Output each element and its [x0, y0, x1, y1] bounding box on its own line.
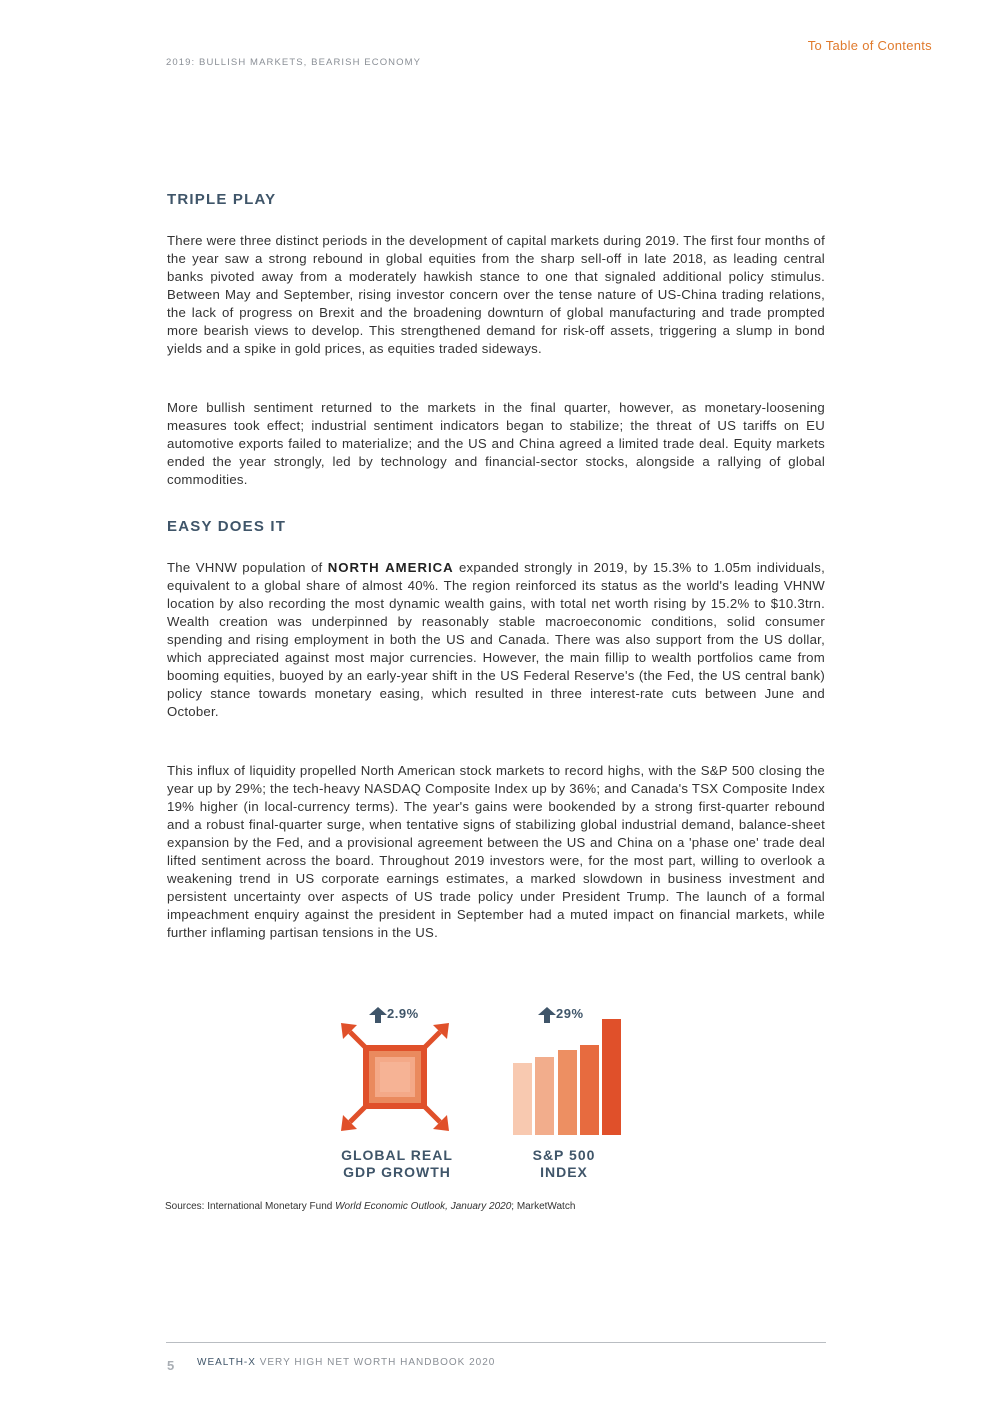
sources-text: ; MarketWatch [511, 1201, 576, 1212]
sp500-label [499, 1147, 629, 1181]
paragraph: More bullish sentiment returned to the markets in the final quarter, however, as monetary-loosening measures took effect; industrial sentiment indicators began to stabilize; the threat of US tariffs on EU automotive exports failed to materialize; and the US and China agreed a limited trade deal. Equity markets ended the year strongly, led by technology and financial-sector stocks, alongside a rallying of global commodities. [167, 400, 825, 487]
label-line: INDEX [540, 1164, 588, 1180]
sources-text: Sources: International Monetary Fund [165, 1201, 336, 1212]
gdp-growth-value-text: 2.9% [387, 1006, 419, 1021]
up-arrow-icon [369, 1007, 387, 1023]
footer-divider [166, 1342, 826, 1343]
paragraph: There were three distinct periods in the development of capital markets during 2019. The first four months of the year saw a strong rebound in global equities from the sharp sell-off in late 2018, as leading central banks pivoted away from a moderately hawkish stance to one that signaled additional policy stimulus. Between May and September, rising investor concern over the tense nature of US-China trading relations, the lack of progress on Brexit and the broadening downturn of global manufacturing and trade prompted more bearish views to develop. This strengthened demand for risk-off assets, triggering a slump in bond yields and a spike in gold prices, as equities traded sideways. [167, 233, 825, 356]
paragraph: This influx of liquidity propelled North American stock markets to record highs, with the S&P 500 closing the year up by 29%; the tech-heavy NASDAQ Composite Index up by 36%; and Canada's TSX Composite Index 19% higher (in local-currency terms). The year's gains were bookended by a strong first-quarter rebound and a robust final-quarter surge, when tentative signs of stabilizing global industrial demand, balance-sheet expansion by the Fed, and a provisional agreement between the US and China on a 'phase one' trade deal lifted sentiment across the board. Throughout 2019 investors were, for the most part, willing to overlook a weakening trend in US corporate earnings estimates, a marked slowdown in business investment and persistent uncertainty over aspects of US trade policy under President Trump. The launch of a formal impeachment enquiry against the president in September had a muted impact on financial markets, while further inflaming partisan tensions in the US. [167, 763, 825, 940]
section-heading-easy-does-it: EASY DOES IT [167, 518, 287, 535]
sp500-value-text: 29% [556, 1006, 584, 1021]
region-name-north-america: NORTH AMERICA [327, 560, 454, 575]
expanding-square-icon [341, 1023, 449, 1131]
gdp-growth-label [332, 1147, 462, 1181]
page-number: 5 [167, 1358, 175, 1373]
bar [580, 1045, 599, 1135]
section-heading-triple-play: TRIPLE PLAY [167, 191, 277, 208]
footer-title [197, 1357, 495, 1368]
publication-title: VERY HIGH NET WORTH HANDBOOK 2020 [255, 1357, 496, 1368]
bar [602, 1019, 621, 1135]
sources-note [165, 1201, 575, 1212]
brand-name: WEALTH-X [197, 1357, 256, 1368]
gdp-growth-value [369, 1006, 419, 1023]
bar [535, 1057, 554, 1135]
label-line: S&P 500 [532, 1147, 596, 1163]
paragraph-text: The VHNW population of [167, 560, 328, 575]
paragraph [167, 559, 825, 721]
bar [513, 1063, 532, 1135]
bar [558, 1050, 577, 1135]
running-header: 2019: BULLISH MARKETS, BEARISH ECONOMY [166, 57, 422, 68]
sources-publication: World Economic Outlook, January 2020 [335, 1201, 512, 1212]
table-of-contents-link[interactable]: To Table of Contents [807, 38, 932, 53]
rising-bars-icon [513, 1017, 623, 1137]
label-line: GLOBAL REAL [341, 1147, 453, 1163]
label-line: GDP GROWTH [343, 1164, 451, 1180]
paragraph-text: expanded strongly in 2019, by 15.3% to 1.05m individuals, equivalent to a global share of almost 40%. The region reinforced its status as the world's leading VHNW location by also recording the most dynamic wealth gains, with total net worth rising by 15.2% to $10.3trn. Wealth creation was underpinned by reasonably stable macroeconomic conditions, solid consumer spending and rising employment in both the US and Canada. There was also support from the US dollar, which appreciated against most major currencies. However, the main fillip to wealth portfolios came from booming equities, buoyed by an early-year shift in the US Federal Reserve's (the Fed, the US central bank) policy stance towards monetary easing, which resulted in three interest-rate cuts between June and October. [167, 560, 825, 719]
